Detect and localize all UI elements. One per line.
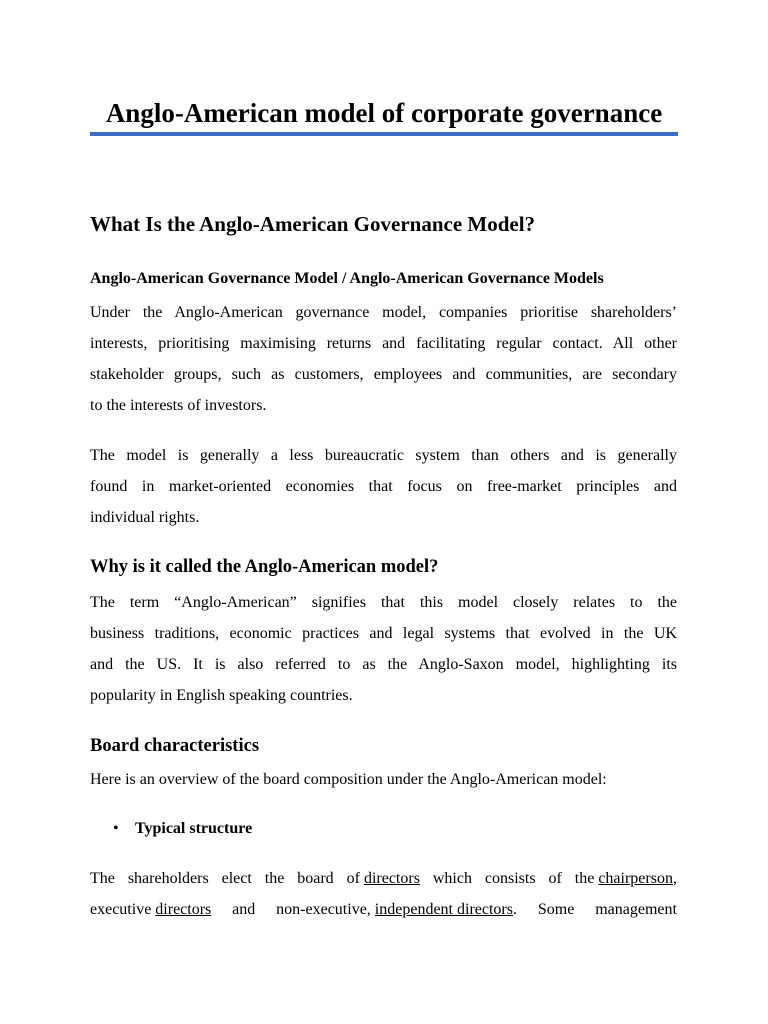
word bbox=[347, 870, 420, 888]
paragraph-line-executive bbox=[90, 901, 677, 919]
section-subheading: Anglo-American Governance Model / Anglo-American Governance Models bbox=[90, 270, 604, 287]
paragraph-line: interests, prioritising maximising returns and facilitating regular contact. All other bbox=[90, 335, 677, 352]
link-chairperson[interactable]: chairperson bbox=[598, 870, 673, 887]
bullet-icon: • bbox=[113, 820, 119, 837]
word bbox=[90, 901, 211, 919]
paragraph-line: Under the Anglo-American governance model, companies prioritise shareholders’ bbox=[90, 304, 677, 321]
section-heading-what-is: What Is the Anglo-American Governance Model? bbox=[90, 212, 536, 236]
bullet-label: Typical structure bbox=[135, 820, 253, 837]
word bbox=[575, 870, 677, 888]
word: which bbox=[432, 870, 472, 887]
paragraph-line: and the US. It is also referred to as the Anglo-Saxon model, highlighting its bbox=[90, 656, 677, 673]
word: of bbox=[346, 870, 360, 887]
word: The bbox=[90, 870, 115, 887]
word: board bbox=[297, 870, 334, 887]
section-heading-why-called: Why is it called the Anglo-American model? bbox=[90, 557, 439, 577]
paragraph-line-shareholders bbox=[90, 870, 677, 888]
paragraph-line: found in market-oriented economies that focus on free-market principles and bbox=[90, 478, 677, 495]
paragraph-line: individual rights. bbox=[90, 509, 200, 526]
word: the bbox=[264, 870, 285, 887]
paragraph-line: The model is generally a less bureaucratic system than others and is generally bbox=[90, 447, 677, 464]
paragraph-term bbox=[90, 587, 677, 711]
word: Some bbox=[537, 901, 575, 918]
word: and bbox=[232, 901, 256, 918]
paragraph-model bbox=[90, 440, 677, 533]
link-independent-directors[interactable]: independent directors bbox=[374, 901, 513, 918]
title-underline bbox=[90, 96, 678, 136]
paragraph-line: to the interests of investors. bbox=[90, 397, 267, 414]
section-heading-board: Board characteristics bbox=[90, 736, 260, 756]
document-title: Anglo-American model of corporate governance bbox=[105, 98, 663, 128]
word: of bbox=[548, 870, 562, 887]
paragraph-line: business traditions, economic practices and legal systems that evolved in the UK bbox=[90, 625, 677, 642]
punctuation: , bbox=[672, 870, 677, 887]
paragraph-line: stakeholder groups, such as customers, employees and communities, are secondary bbox=[90, 366, 677, 383]
bullet-item-typical-structure bbox=[113, 820, 252, 838]
word: non-executive, bbox=[276, 901, 371, 918]
paragraph-overview: Here is an overview of the board composition under the Anglo-American model: bbox=[90, 771, 607, 788]
word: management bbox=[595, 901, 677, 918]
link-directors-2[interactable]: directors bbox=[155, 901, 212, 918]
word: the bbox=[574, 870, 595, 887]
word: consists bbox=[484, 870, 536, 887]
word: elect bbox=[221, 870, 252, 887]
paragraph-line: popularity in English speaking countries. bbox=[90, 687, 353, 704]
word: executive bbox=[90, 901, 152, 918]
word bbox=[276, 901, 517, 919]
word: shareholders bbox=[127, 870, 209, 887]
punctuation: . bbox=[512, 901, 517, 918]
paragraph-intro bbox=[90, 297, 677, 421]
link-directors[interactable]: directors bbox=[363, 870, 420, 887]
paragraph-line: The term “Anglo-American” signifies that this model closely relates to the bbox=[90, 594, 677, 611]
